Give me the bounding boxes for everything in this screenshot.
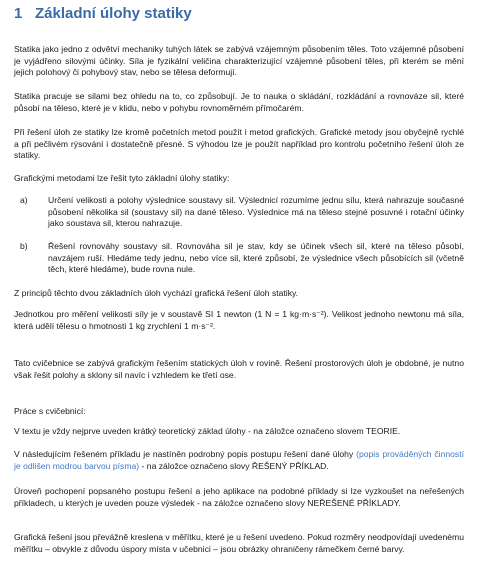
solved-example-blue-note: (popis prováděných činností je odlišen modrou barvou písma) bbox=[14, 449, 464, 471]
paragraph-principles: Z principů těchto dvou základních úloh vychází grafická řešení úloh statiky. bbox=[14, 288, 299, 298]
section-number: 1 bbox=[14, 5, 23, 22]
list-text-a: Určení velikosti a polohy výslednice soustavy sil. Výslednicí rozumíme jednu sílu, která nahrazuje současné působení několika sil (soustavy sil) na dané těleso. Výslednice má na těleso stejné posuvné i rotační účinky jako soustava sil, kterou nahrazuje. bbox=[48, 195, 464, 229]
paragraph-solved-example bbox=[14, 449, 464, 472]
paragraph-newton-unit: Jednotkou pro měření velikosti síly je v soustavě SI 1 newton (1 N = 1 kg·m·s⁻²). Velikost jednoho newtonu má síla, která udělí tělesu o hmotnosti 1 kg zrychlení 1 m·s⁻². bbox=[14, 309, 464, 331]
section-heading bbox=[14, 5, 192, 22]
paragraph-scale-note: Grafická řešení jsou převážně kreslena v měřítku, které je u řešení uvedeno. Pokud rozměry neodpovídají uvedenému měřítku – obvykle z důvodu úspory místa v učebnici – jsou obrázky ohraničeny rámečkem černé barvy. bbox=[14, 532, 464, 554]
section-title: Základní úlohy statiky bbox=[35, 5, 192, 22]
paragraph-workbook-heading: Práce s cvičebnicí: bbox=[14, 406, 86, 416]
list-marker-a: a) bbox=[20, 195, 28, 205]
paragraph-statics-definition: Statika pracuje se silami bez ohledu na to, co způsobují. Je to nauka o skládání, rozkládání a rovnováze sil, které působí na těleso, které je v klidu, nebo v pohybu rovnoměrném přímočarém. bbox=[14, 91, 464, 113]
paragraph-unsolved-examples: Úroveň pochopení popsaného postupu řešení a jeho aplikace na podobné příklady si lze vyzkoušet na neřešených příkladech, u kterých je uveden pouze výsledek - na záložce označeno slovy NEŘEŠENÉ PŘÍKLADY. bbox=[14, 486, 464, 508]
paragraph-plane-solutions: Tato cvičebnice se zabývá grafickým řešením statických úloh v rovině. Řešení prostorových úloh je obdobné, je nutno však řešit polohy a sklony sil navíc i vzhledem ke třetí ose. bbox=[14, 358, 464, 380]
solved-example-text-start: V následujícím řešeném příkladu je nastíněn podrobný popis postupu řešení dané úlohy bbox=[14, 449, 357, 459]
paragraph-graphic-methods: Při řešení úloh ze statiky lze kromě početních metod použít i metod grafických. Grafické metody jsou obyčejně rychlé a při pečlivém rýsování i dostatečně přesné. S výhodou lze je použít například pro kontrolu početního řešení úloh ze statiky. bbox=[14, 127, 464, 161]
solved-example-text-end: - na záložce označeno slovy ŘEŠENÝ PŘÍKLAD. bbox=[139, 460, 329, 471]
paragraph-list-intro: Grafickými metodami lze řešit tyto základní úlohy statiky: bbox=[14, 173, 230, 183]
list-text-b: Řešení rovnováhy soustavy sil. Rovnováha sil je stav, kdy se účinek všech sil, které na těleso působí, navzájem ruší. Hledáme tedy jednu, nebo více sil, které způsobí, že výslednice všech působících sil (včetně těch, které hledáme), bude rovna nule. bbox=[48, 241, 464, 275]
paragraph-intro: Statika jako jedno z odvětví mechaniky tuhých látek se zabývá vzájemným působením těles. Toto vzájemné působení je vyjádřeno silovými účinky. Síla je fyzikální veličina charakterizující vzájemné působení těles, při kterém se mění jejich polohový či pohybový stav, nebo se tělesa deformují. bbox=[14, 44, 464, 78]
list-marker-b: b) bbox=[20, 241, 28, 251]
paragraph-theory-tab: V textu je vždy nejprve uveden krátký teoretický základ úlohy - na záložce označeno slovem TEORIE. bbox=[14, 426, 401, 436]
